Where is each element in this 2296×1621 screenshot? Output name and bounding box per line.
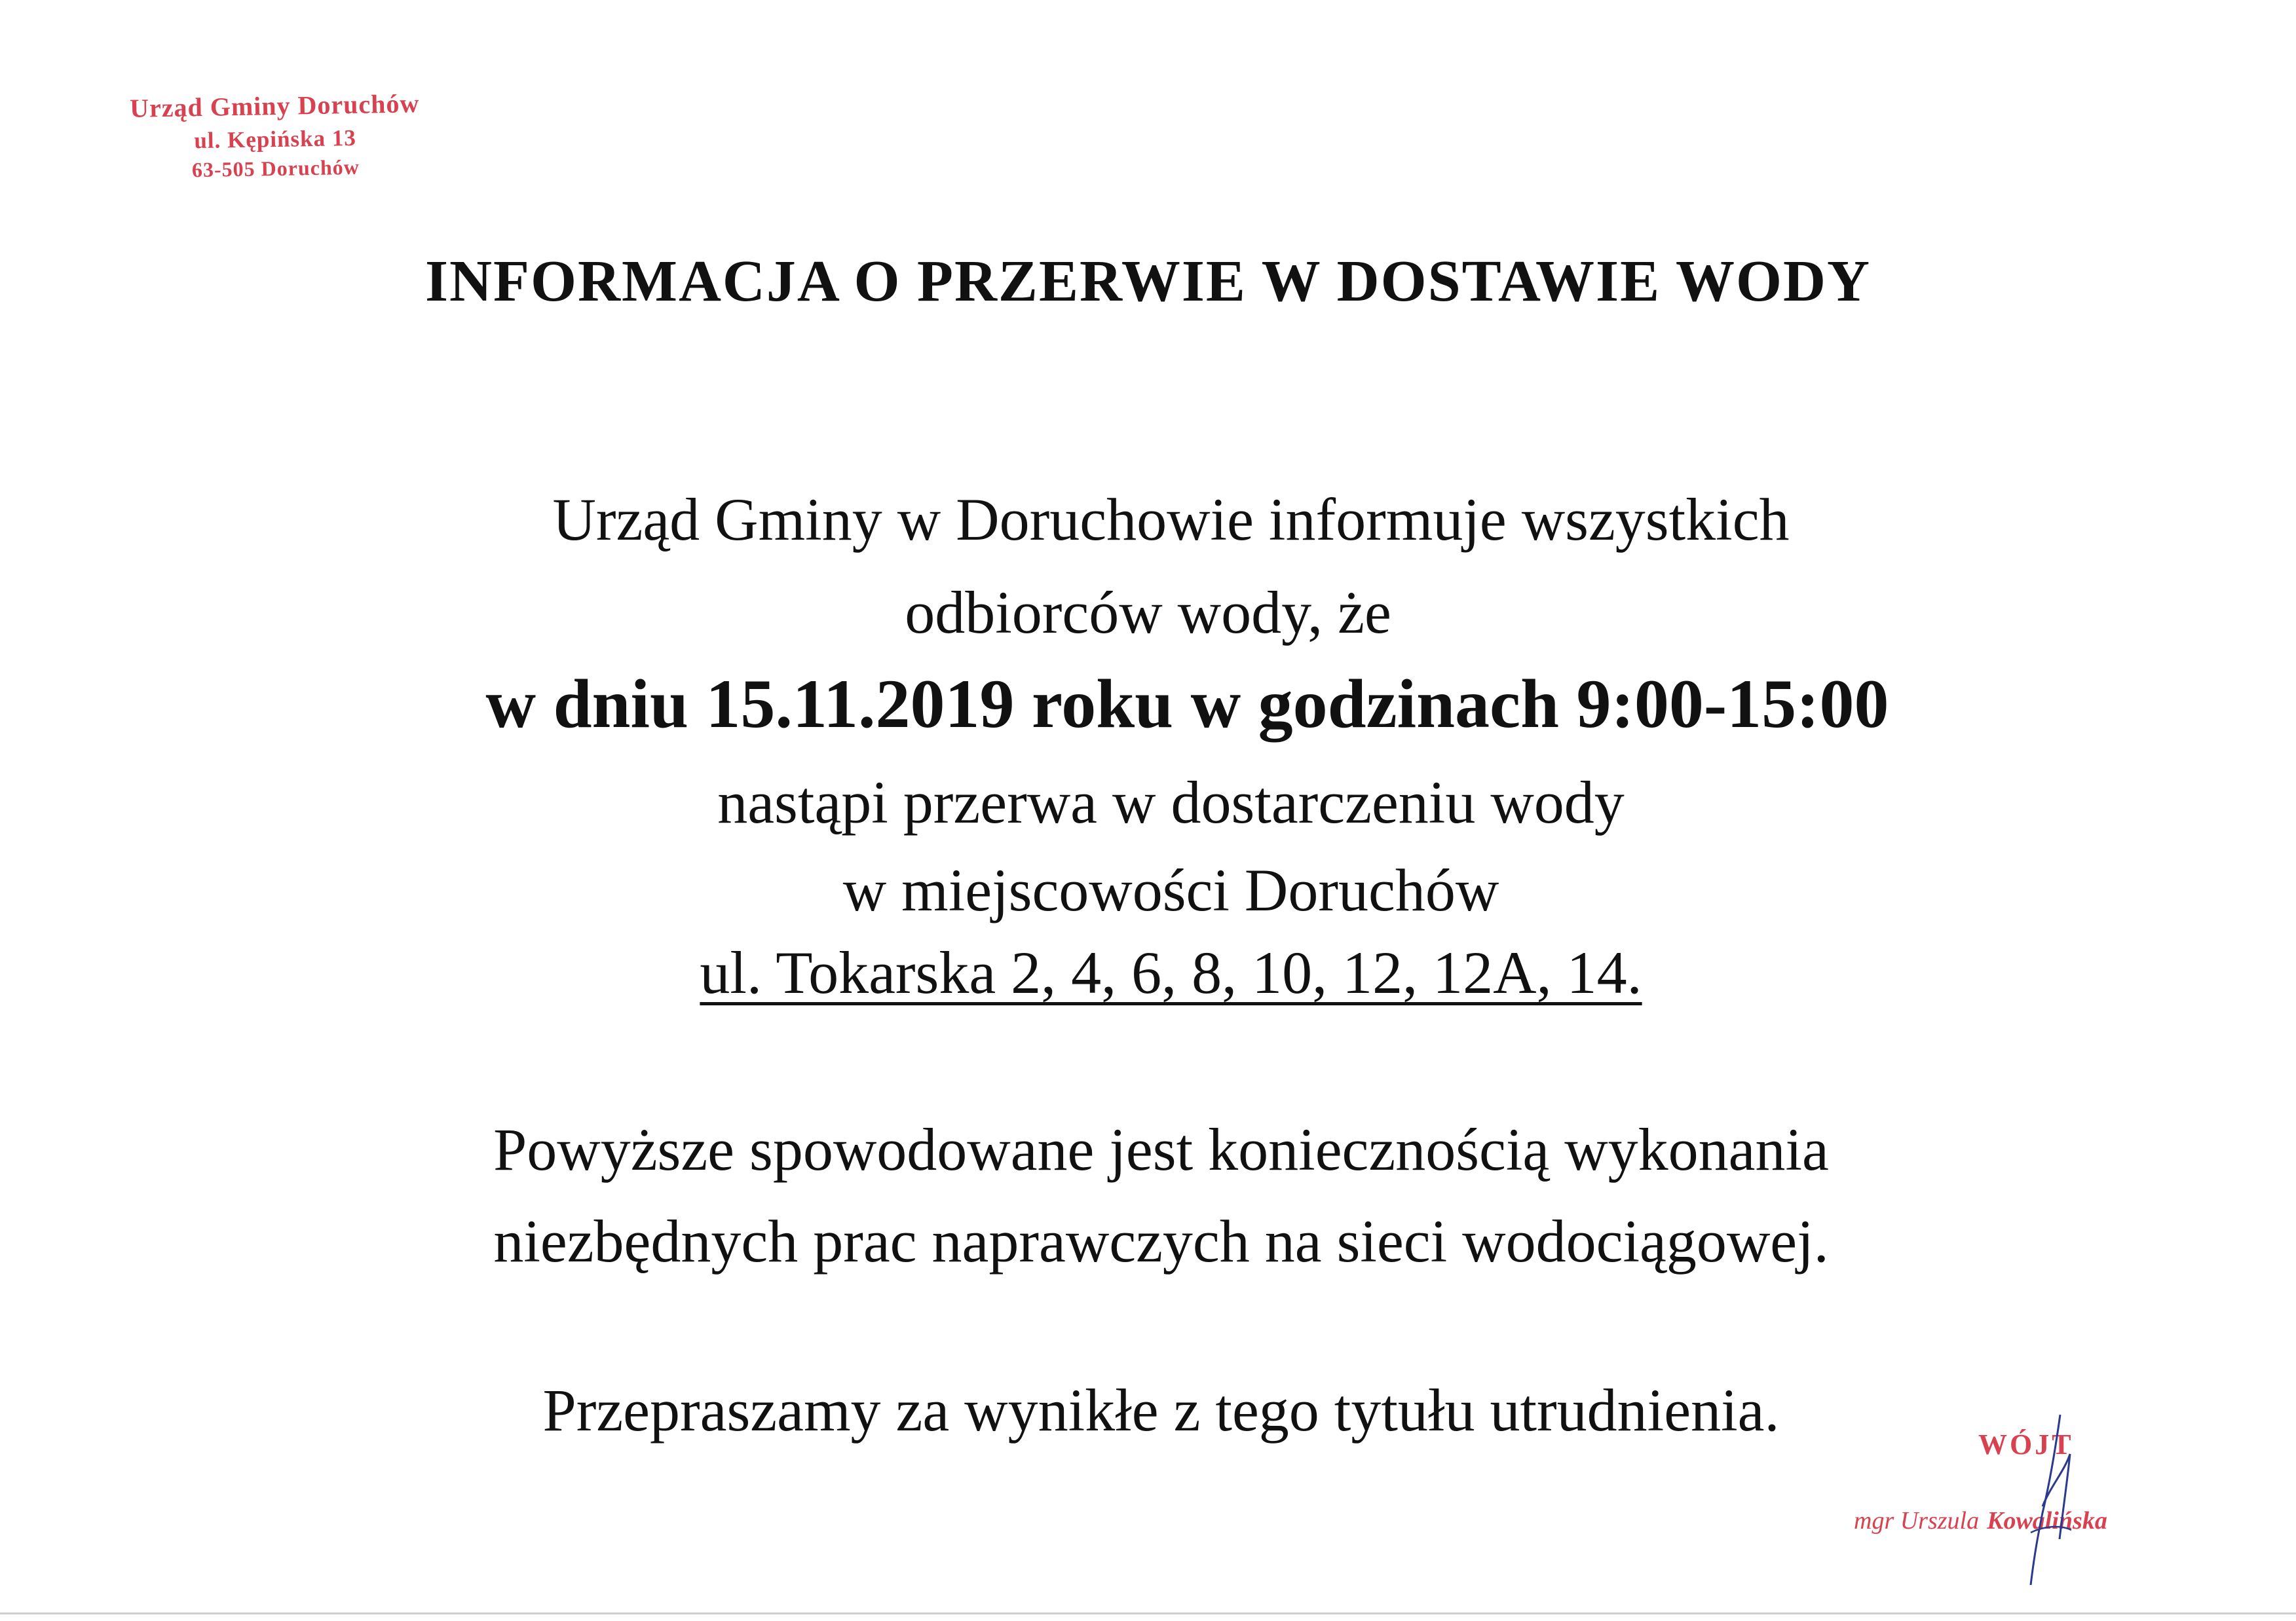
office-stamp — [91, 87, 459, 184]
stamp-street: ul. Kępińska 13 — [194, 124, 357, 154]
body-line-interruption: nastąpi przerwa w dostarczeniu wody — [717, 769, 1625, 836]
signature-name-prefix: mgr Urszula — [1854, 1507, 1980, 1535]
body-line-date-time: w dniu 15.11.2019 roku w godzinach 9:00-15:00 — [485, 665, 1889, 742]
body-line-apology: Przepraszamy za wynikłe z tego tytułu utrudnienia. — [542, 1377, 1780, 1444]
page-title: INFORMACJA O PRZERWIE W DOSTAWIE WODY — [425, 249, 1871, 314]
signature-name-surname: Kowalińska — [1987, 1507, 2107, 1535]
stamp-postal: 63-505 Doruchów — [191, 155, 360, 182]
body-line-reason-1: Powyższe spowodowane jest koniecznością wykonania — [493, 1116, 1829, 1183]
stamp-office-name: Urząd Gminy Doruchów — [129, 88, 420, 123]
body-line-street-addresses: ul. Tokarska 2, 4, 6, 8, 10, 12, 12A, 14. — [700, 939, 1642, 1006]
body-line-locality: w miejscowości Doruchów — [842, 857, 1499, 923]
handwritten-signature — [1834, 1408, 2227, 1592]
signature-block — [1834, 1408, 2227, 1592]
body-line-reason-2: niezbędnych prac naprawczych na sieci wodociągowej. — [493, 1208, 1829, 1275]
body-line-intro: Urząd Gminy w Doruchowie informuje wszystkich — [552, 486, 1790, 553]
body-line-recipients: odbiorców wody, że — [905, 579, 1391, 646]
signature-title: WÓJT — [1978, 1428, 2074, 1461]
page-bottom-edge — [0, 1612, 2296, 1614]
